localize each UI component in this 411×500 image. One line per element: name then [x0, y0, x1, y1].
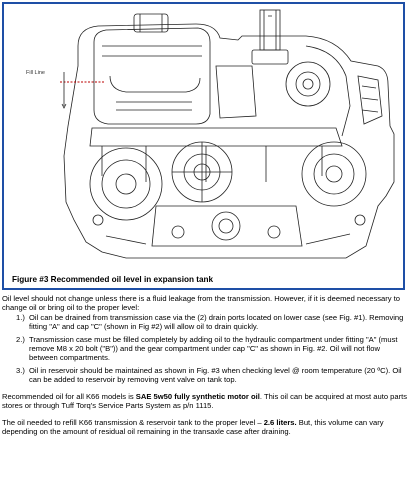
- fill-line-label: Fill Line: [26, 70, 45, 76]
- step-text: Oil can be drained from transmission case via the (2) drain ports located on lower case (see Fig. #1). Removing fitting "A" and cap "C" (shown in Fig #2) will allow oil to drain quickly.: [29, 313, 404, 331]
- instructions-body: [2, 294, 408, 436]
- step-number: 1.): [16, 313, 25, 322]
- refill-amount: 2.6 liters.: [263, 418, 297, 427]
- step-number: 3.): [16, 366, 25, 375]
- figure-caption: Figure #3 Recommended oil level in expansion tank: [12, 275, 214, 284]
- intro-paragraph: Oil level should not change unless there is a fluid leakage from the transmission. However, if it is deemed necessary to change oil or bring oil to the proper level:: [2, 294, 401, 312]
- list-item: [16, 335, 408, 362]
- transmission-line-drawing: [6, 6, 403, 268]
- recommended-oil-type: SAE 5w50 fully synthetic motor oil: [135, 392, 260, 401]
- refill-volume-paragraph: [2, 418, 408, 436]
- refill-suffix: But, this volume can vary depending on the amount of residual oil remaining in the transaxle case after draining.: [2, 418, 384, 436]
- list-item: [16, 313, 408, 331]
- recommend-suffix: . This oil can be acquired at most auto parts stores or through Tuff Torq's Service Parts System as p/n 1115.: [2, 392, 408, 410]
- step-text: Transmission case must be filled completely by adding oil to the hydraulic compartment under fitting "A" (must remove M8 x 20 bolt ("B")) and the gear compartment under cap "C" as shown in Fig. #2. Oil will not flow between compartments.: [29, 335, 398, 362]
- recommend-prefix: Recommended oil for all K66 models is: [2, 392, 136, 401]
- list-item: [16, 366, 408, 384]
- refill-prefix: The oil needed to refill K66 transmission & reservoir tank to the proper level –: [2, 418, 264, 427]
- step-number: 2.): [16, 335, 25, 344]
- recommended-oil-paragraph: [2, 392, 408, 410]
- step-text: Oil in reservoir should be maintained as shown in Fig. #3 when checking level @ room temperature (20 ºC). Oil can be added to reservoir by removing vent valve on tank top.: [29, 366, 402, 384]
- steps-list: [16, 313, 408, 384]
- figure-3-frame: [2, 2, 405, 290]
